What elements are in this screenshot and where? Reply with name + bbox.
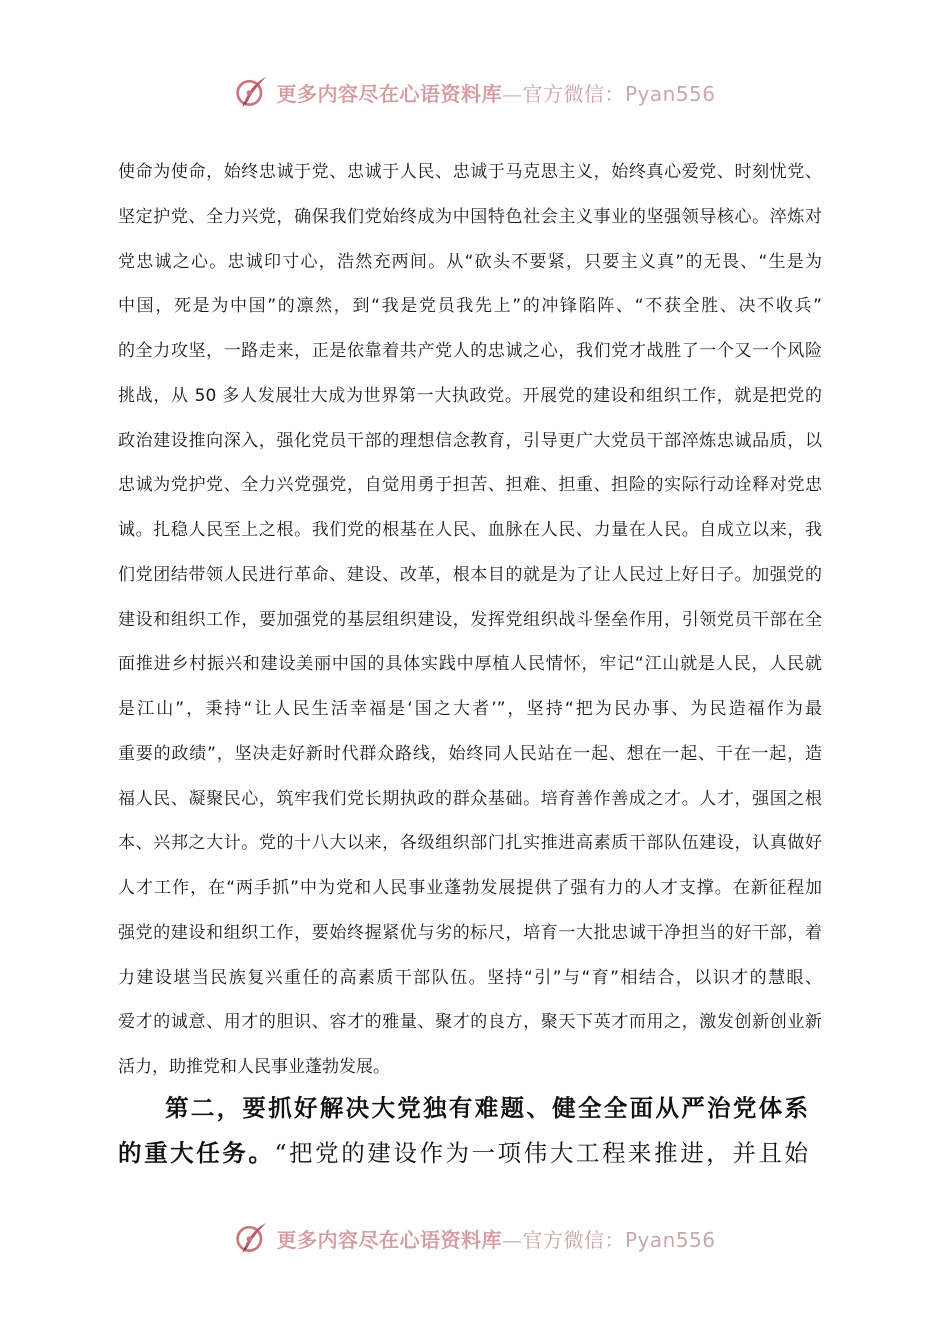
paragraph-line: 活力，助推党和人民事业蓬勃发展。: [118, 1057, 390, 1077]
paragraph-line: 强党的建设和组织工作，要始终握紧优与劣的标尺，培育一大批忠诚干净担当的好干部，着: [118, 922, 822, 943]
footer-watermark: [0, 1216, 950, 1260]
quill-pen-logo-icon: [234, 74, 270, 110]
paragraph-line: 重要的政绩”，坚决走好新时代群众路线，始终同人民站在一起、想在一起、干在一起，造: [118, 743, 822, 764]
paragraph-line: 中国，死是为中国”的凛然，到“我是党员我先上”的冲锋陷阵、“不获全胜、决不收兵”: [118, 296, 822, 317]
heading-bold-text: 第二，要抓好解决大党独有难题、健全全面从严治党体系: [165, 1094, 808, 1122]
quill-pen-logo-icon: [234, 1220, 270, 1256]
paragraph-line: 党忠诚之心。忠诚印寸心，浩然充两间。从“砍头不要紧，只要主义真”的无畏、“生是为: [118, 251, 822, 272]
paragraph-line: 爱才的诚意、用才的胆识、容才的雅量、聚才的良方，聚天下英才而用之，激发创新创业新: [118, 1012, 822, 1033]
paragraph-line: 人才工作，在“两手抓”中为党和人民事业蓬勃发展提供了强有力的人才支撑。在新征程加: [118, 878, 822, 898]
heading-bold-text: 的重大任务。: [118, 1139, 275, 1167]
paragraph-line: 面推进乡村振兴和建设美丽中国的具体实践中厚植人民情怀，牢记“江山就是人民，人民就: [118, 654, 822, 675]
section-heading: [118, 1086, 808, 1176]
paragraph-line: 政治建设推向深入，强化党员干部的理想信念教育，引导更广大党员干部淬炼忠诚品质，以: [118, 430, 822, 451]
paragraph-line: 力建设堪当民族复兴重任的高素质干部队伍。坚持“引”与“育”相结合，以识才的慧眼、: [118, 967, 822, 988]
paragraph-line: 使命为使命，始终忠诚于党、忠诚于人民、忠诚于马克思主义，始终真心爱党、时刻忧党、: [118, 162, 822, 182]
paragraph-line: 福人民、凝聚民心，筑牢我们党长期执政的群众基础。培育善作善成之才。人才，强国之根: [118, 788, 822, 809]
paragraph-line: 本、兴邦之大计。党的十八大以来，各级组织部门扎实推进高素质干部队伍建设，认真做好: [118, 833, 822, 854]
paragraph-line: 诚。扎稳人民至上之根。我们党的根基在人民、血脉在人民、力量在人民。自成立以来，我: [118, 520, 822, 540]
paragraph-line: 挑战，从 50 多人发展壮大成为世界第一大执政党。开展党的建设和组织工作，就是把党的: [118, 385, 822, 406]
watermark-text: 更多内容尽在心语资料库—官方微信：Pyan556: [276, 81, 716, 106]
paragraph-line: 们党团结带领人民进行革命、建设、改革，根本目的就是为了让人民过上好日子。加强党的: [118, 564, 822, 585]
header-watermark: [0, 70, 950, 114]
heading-quote-text: “把党的建设作为一项伟大工程来推进，并且始: [274, 1139, 809, 1167]
paragraph-line: 建设和组织工作，要加强党的基层组织建设，发挥党组织战斗堡垒作用，引领党员干部在全: [118, 609, 822, 630]
paragraph-line: 坚定护党、全力兴党，确保我们党始终成为中国特色社会主义事业的坚强领导核心。淬炼对: [118, 206, 822, 227]
paragraph-line: 是江山”，秉持“让人民生活幸福是‘国之大者’”，坚持“把为民办事、为民造福作为最: [118, 699, 822, 719]
paragraph-line: 的全力攻坚，一路走来，正是依靠着共产党人的忠诚之心，我们党才战胜了一个又一个风险: [118, 341, 822, 361]
watermark-text: 更多内容尽在心语资料库—官方微信：Pyan556: [276, 1227, 716, 1252]
paragraph-line: 忠诚为党护党、全力兴党强党，自觉用勇于担苦、担难、担重、担险的实际行动诠释对党忠: [118, 475, 822, 496]
body-paragraph: [118, 150, 822, 1090]
heading-line-2: [118, 1131, 808, 1176]
heading-line-1: [118, 1086, 808, 1131]
